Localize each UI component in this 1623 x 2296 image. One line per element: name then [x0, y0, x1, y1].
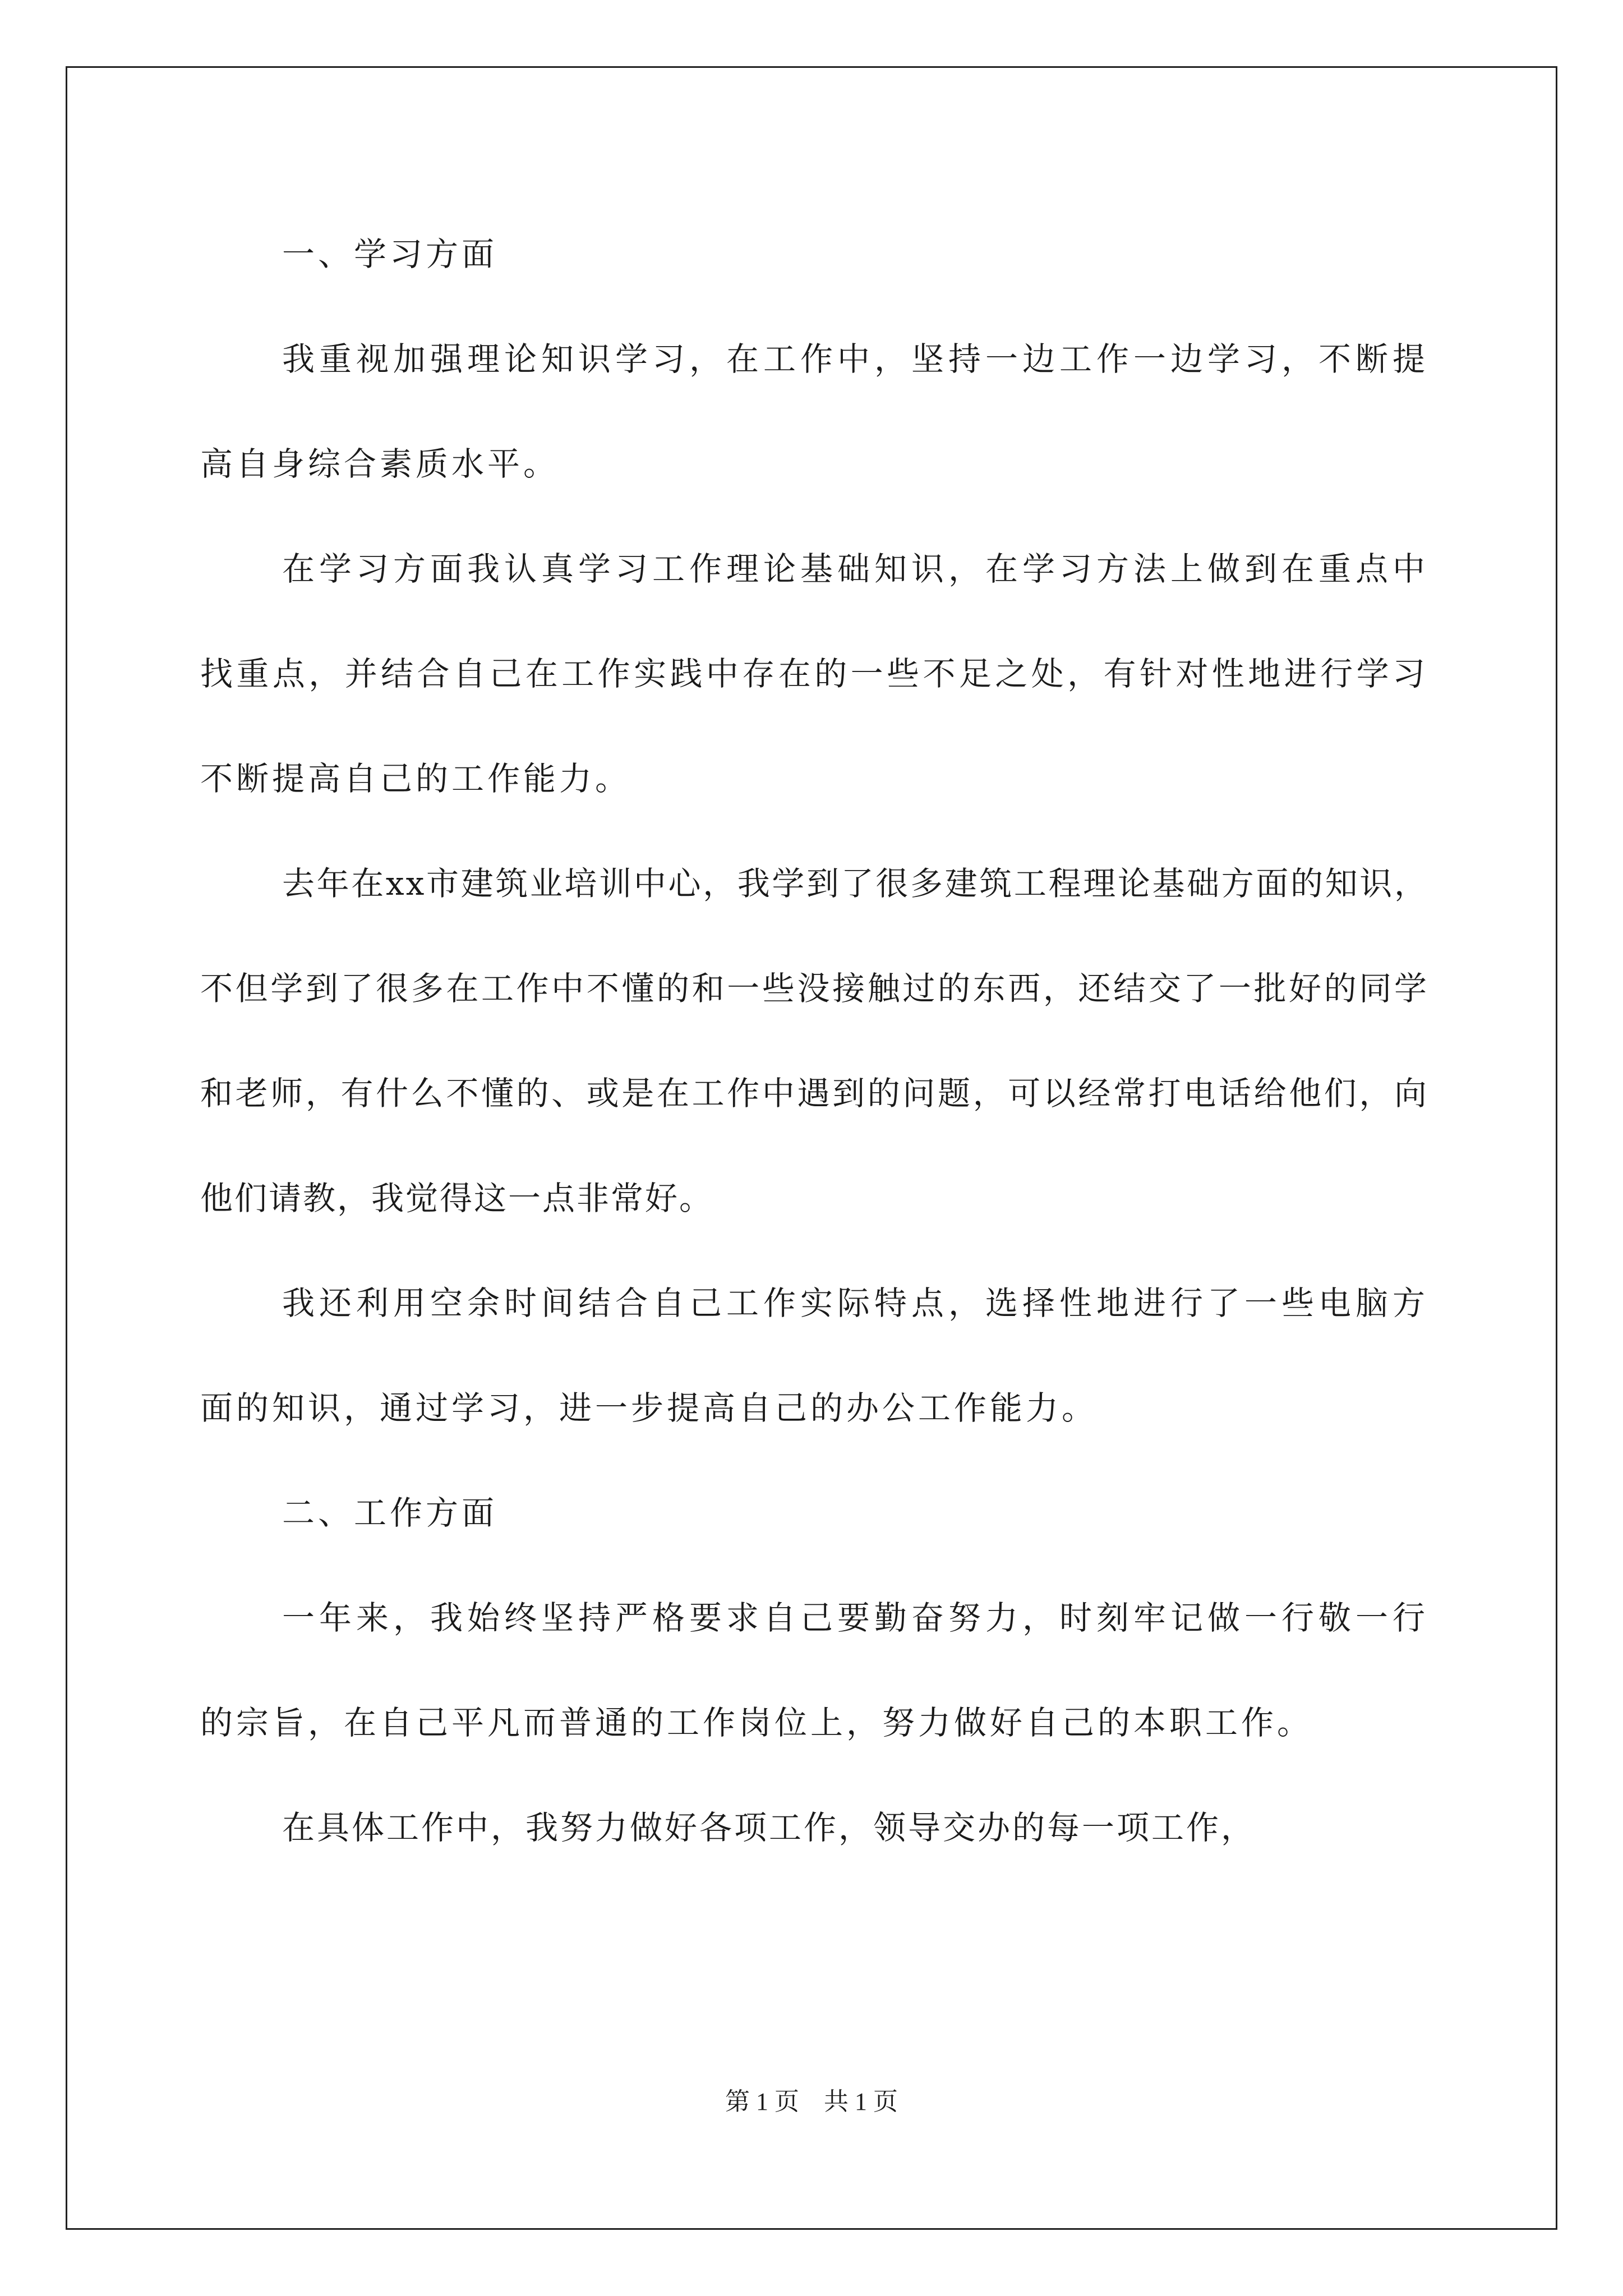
- page-number: 第 1 页 共 1 页: [725, 2088, 898, 2115]
- paragraph: 去年在xx市建筑业培训中心，我学到了很多建筑工程理论基础方面的知识，不但学到了很多在工作中不懂的和一些没接触过的东西，还结交了一批好的同学和老师，有什么不懂的、或是在工作中遇到的问题，可以经常打电话给他们，向他们请教，我觉得这一点非常好。: [200, 864, 1428, 1217]
- paragraph: 在学习方面我认真学习工作理论基础知识，在学习方法上做到在重点中找重点，并结合自己在工作实践中存在的一些不足之处，有针对性地进行学习不断提高自己的工作能力。: [200, 550, 1428, 798]
- paragraph: 在具体工作中，我努力做好各项工作，领导交办的每一项工作，: [282, 1809, 1256, 1847]
- paragraph: 我重视加强理论知识学习，在工作中，坚持一边工作一边学习，不断提高自身综合素质水平。: [200, 340, 1428, 483]
- section-heading-study: 一、学习方面: [282, 235, 498, 273]
- section-heading-work: 二、工作方面: [282, 1494, 498, 1532]
- document-body: [200, 202, 1428, 1880]
- paragraph: 一年来，我始终坚持严格要求自己要勤奋努力，时刻牢记做一行敬一行的宗旨，在自己平凡而普通的工作岗位上，努力做好自己的本职工作。: [200, 1599, 1428, 1742]
- paragraph: 我还利用空余时间结合自己工作实际特点，选择性地进行了一些电脑方面的知识，通过学习，进一步提高自己的办公工作能力。: [200, 1284, 1428, 1427]
